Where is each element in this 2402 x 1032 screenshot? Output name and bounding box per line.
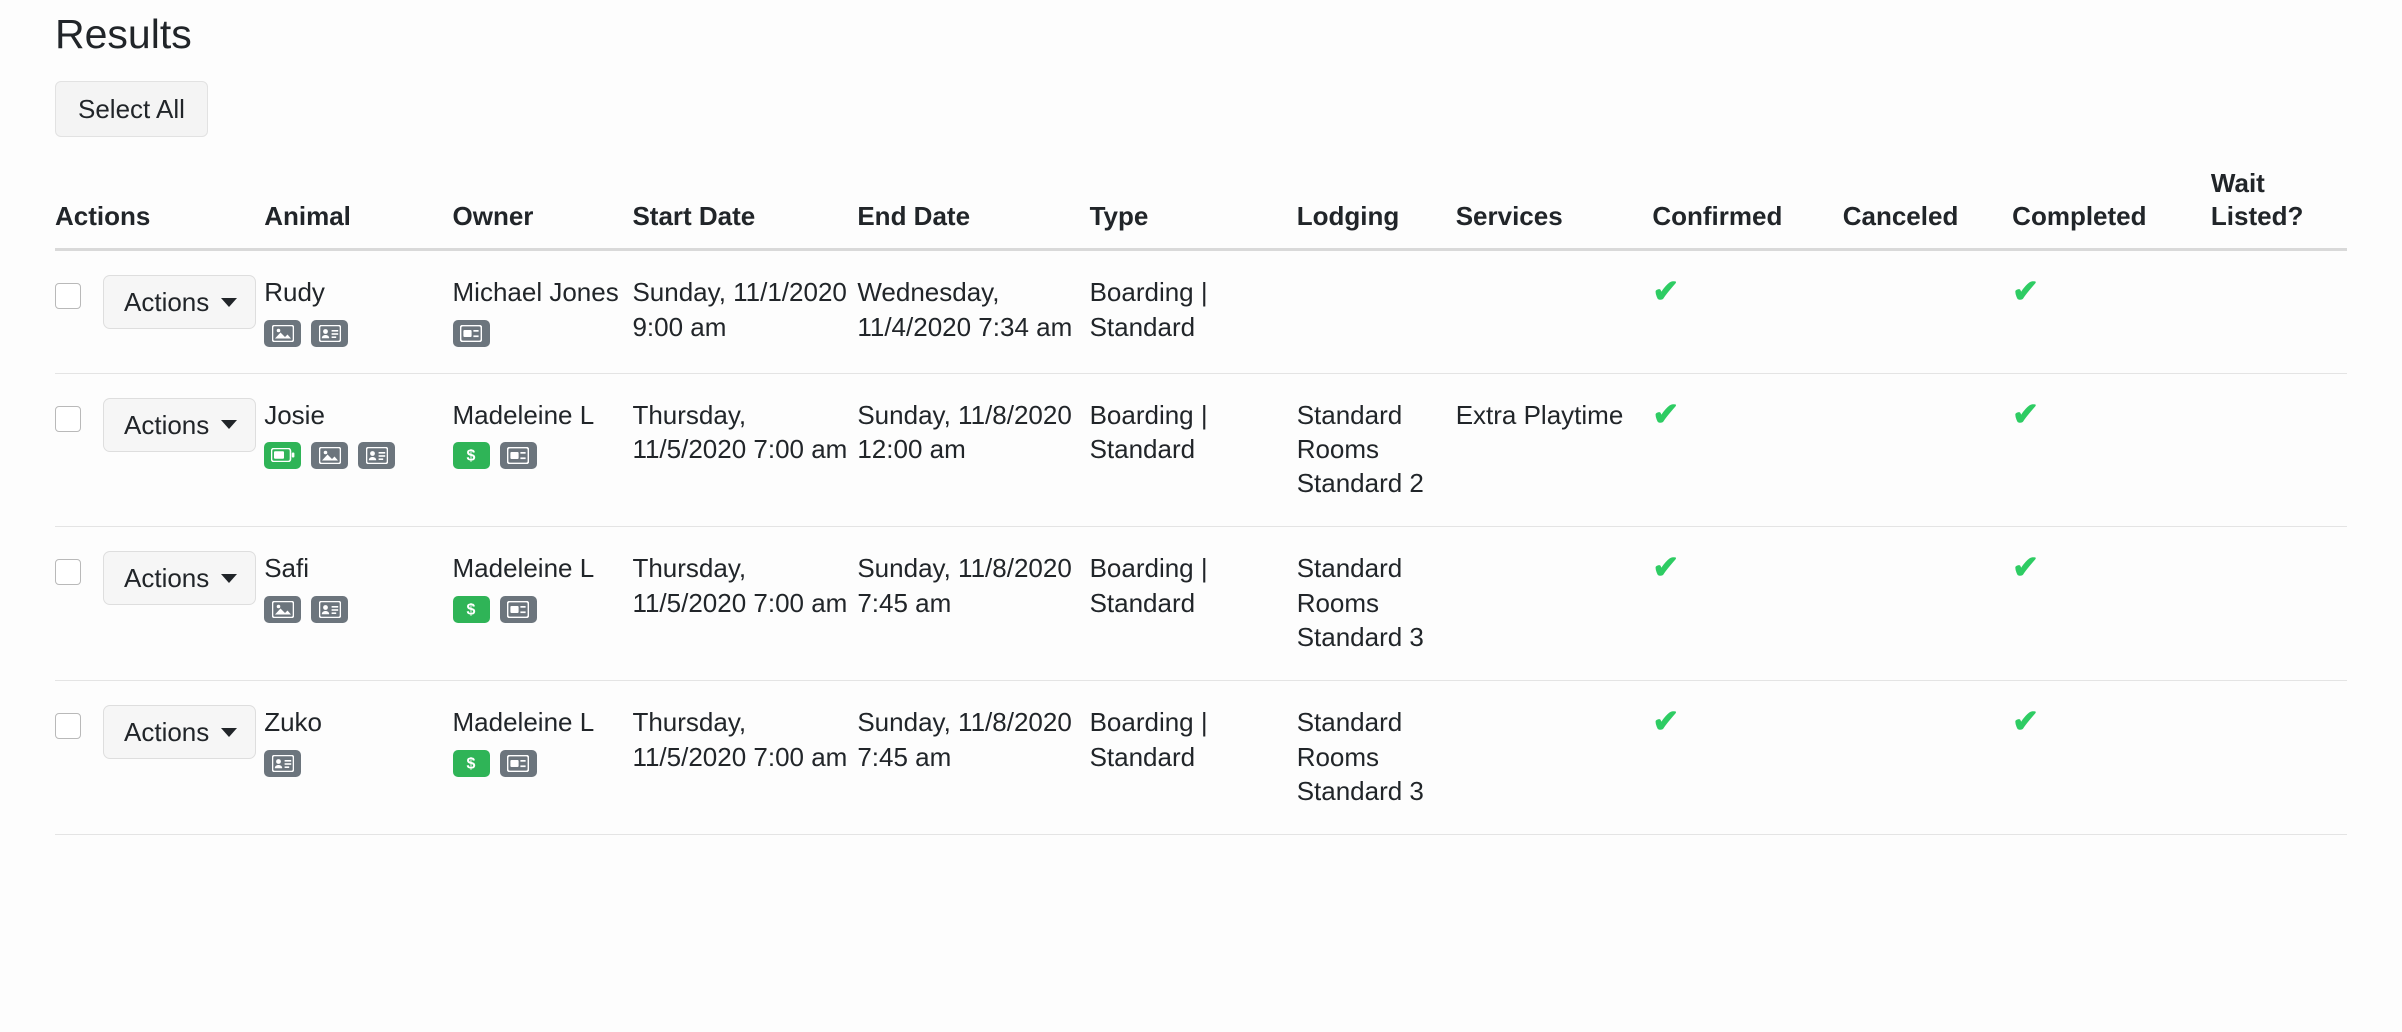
animal-name: Safi	[264, 553, 310, 584]
row-actions-button[interactable]	[103, 705, 256, 759]
table-row	[55, 250, 2347, 373]
actions-cell-content	[55, 398, 264, 452]
cell-confirmed	[1652, 527, 1842, 681]
cell-owner	[453, 527, 633, 681]
cell-canceled	[1843, 681, 2012, 835]
cell-completed	[2012, 250, 2211, 373]
column-header-actions: Actions	[55, 200, 151, 231]
cell-type: Boarding | Standard	[1089, 553, 1208, 618]
animal-name: Zuko	[264, 707, 323, 738]
table-row	[55, 527, 2347, 681]
id-card-icon[interactable]	[311, 596, 348, 623]
animal-badges	[264, 320, 414, 347]
cell-end-date: Wednesday, 11/4/2020 7:34 am	[857, 277, 1073, 342]
owner-name: Madeleine L	[452, 707, 595, 738]
dollar-icon[interactable]	[453, 442, 490, 469]
cell-confirmed	[1652, 681, 1842, 835]
row-actions-label: Actions	[124, 563, 210, 594]
row-actions-button[interactable]	[103, 551, 256, 605]
card-icon[interactable]	[500, 750, 537, 777]
row-select-checkbox[interactable]	[55, 713, 81, 739]
image-icon[interactable]	[311, 442, 348, 469]
cell-canceled	[1843, 373, 2012, 527]
cell-actions	[55, 527, 264, 681]
table-header	[55, 167, 2347, 250]
owner-badges	[453, 596, 603, 623]
column-header-animal: Animal	[264, 200, 351, 231]
id-card-icon[interactable]	[358, 442, 395, 469]
cell-confirmed	[1652, 373, 1842, 527]
card-icon[interactable]	[500, 596, 537, 623]
cell-services	[1456, 681, 1653, 835]
table-header-row	[55, 167, 2347, 250]
svg-text:$: $	[466, 447, 476, 465]
cell-completed	[2012, 681, 2211, 835]
cell-actions	[55, 250, 264, 373]
check-icon: ✔	[1652, 395, 1680, 432]
column-header-wait-listed: Wait Listed?	[2210, 168, 2304, 231]
table-row	[55, 373, 2347, 527]
cell-animal	[264, 373, 452, 527]
cell-lodging: Standard Rooms Standard 3	[1296, 553, 1424, 653]
column-header-completed: Completed	[2012, 200, 2147, 231]
row-actions-label: Actions	[124, 409, 210, 440]
owner-badges	[453, 320, 603, 347]
cell-animal	[264, 681, 452, 835]
select-all-button[interactable]: Select All	[55, 81, 208, 137]
results-table	[55, 167, 2347, 835]
cell-start-date: Thursday, 11/5/2020 7:00 am	[632, 553, 848, 618]
chevron-down-icon	[221, 420, 237, 429]
animal-badges	[264, 596, 414, 623]
cell-animal	[264, 527, 452, 681]
owner-badges	[453, 442, 603, 469]
check-icon: ✔	[1652, 273, 1680, 310]
check-icon: ✔	[2012, 395, 2039, 432]
actions-cell-content	[55, 705, 264, 759]
cell-type: Boarding | Standard	[1089, 707, 1208, 772]
cell-animal	[264, 250, 452, 373]
cell-owner	[453, 373, 633, 527]
check-icon: ✔	[2012, 549, 2039, 586]
owner-name: Michael Jones	[452, 277, 619, 308]
chevron-down-icon	[221, 728, 237, 737]
cell-completed	[2012, 373, 2211, 527]
image-icon[interactable]	[264, 320, 301, 347]
column-header-owner: Owner	[452, 200, 534, 231]
check-icon: ✔	[2012, 273, 2039, 310]
cell-actions	[55, 681, 264, 835]
cell-start-date: Thursday, 11/5/2020 7:00 am	[632, 707, 848, 772]
cell-services	[1456, 250, 1653, 373]
owner-name: Madeleine L	[452, 553, 595, 584]
battery-icon[interactable]	[264, 442, 301, 469]
id-card-icon[interactable]	[311, 320, 348, 347]
check-icon: ✔	[1652, 549, 1680, 586]
dollar-icon[interactable]	[453, 596, 490, 623]
animal-badges	[264, 750, 414, 777]
cell-owner	[453, 681, 633, 835]
row-actions-button[interactable]	[103, 398, 256, 452]
chevron-down-icon	[221, 574, 237, 583]
row-actions-button[interactable]	[103, 275, 256, 329]
column-header-end-date: End Date	[857, 200, 971, 231]
image-icon[interactable]	[264, 596, 301, 623]
animal-name: Rudy	[264, 277, 325, 308]
check-icon: ✔	[1652, 703, 1680, 740]
animal-name: Josie	[264, 399, 325, 430]
column-header-lodging: Lodging	[1296, 200, 1400, 231]
row-actions-label: Actions	[124, 287, 210, 318]
cell-services	[1456, 527, 1653, 681]
animal-badges	[264, 442, 414, 469]
cell-confirmed	[1652, 250, 1842, 373]
row-select-checkbox[interactable]	[55, 406, 81, 432]
cell-lodging	[1297, 250, 1456, 373]
cell-owner	[453, 250, 633, 373]
cell-end-date: Sunday, 11/8/2020 7:45 am	[857, 707, 1072, 772]
cell-canceled	[1843, 527, 2012, 681]
cell-wait-listed	[2211, 373, 2347, 527]
dollar-icon[interactable]	[453, 750, 490, 777]
cell-end-date: Sunday, 11/8/2020 12:00 am	[857, 399, 1072, 464]
cell-type: Boarding | Standard	[1089, 399, 1208, 464]
svg-text:$: $	[466, 755, 476, 773]
owner-name: Madeleine L	[452, 399, 595, 430]
cell-end-date: Sunday, 11/8/2020 7:45 am	[857, 553, 1072, 618]
column-header-services: Services	[1455, 200, 1563, 231]
column-header-canceled: Canceled	[1842, 200, 1959, 231]
card-icon[interactable]	[500, 442, 537, 469]
id-card-icon[interactable]	[264, 750, 301, 777]
check-icon: ✔	[2012, 703, 2039, 740]
cell-start-date: Thursday, 11/5/2020 7:00 am	[632, 399, 848, 464]
card-icon[interactable]	[453, 320, 490, 347]
table-row	[55, 681, 2347, 835]
cell-lodging: Standard Rooms Standard 2	[1296, 399, 1424, 499]
column-header-type: Type	[1089, 200, 1149, 231]
actions-cell-content	[55, 551, 264, 605]
cell-services: Extra Playtime	[1455, 399, 1624, 430]
chevron-down-icon	[221, 298, 237, 307]
cell-wait-listed	[2211, 250, 2347, 373]
cell-wait-listed	[2211, 527, 2347, 681]
column-header-confirmed: Confirmed	[1652, 200, 1783, 231]
row-select-checkbox[interactable]	[55, 283, 81, 309]
row-actions-label: Actions	[124, 717, 210, 748]
row-select-checkbox[interactable]	[55, 559, 81, 585]
svg-text:$: $	[466, 601, 476, 619]
cell-start-date: Sunday, 11/1/2020 9:00 am	[632, 277, 847, 342]
cell-lodging: Standard Rooms Standard 3	[1296, 707, 1424, 806]
owner-badges	[453, 750, 603, 777]
cell-actions	[55, 373, 264, 527]
column-header-start-date: Start Date	[632, 200, 756, 231]
actions-cell-content	[55, 275, 264, 329]
cell-type: Boarding | Standard	[1089, 277, 1208, 342]
page-title: Results	[55, 11, 192, 57]
cell-completed	[2012, 527, 2211, 681]
cell-canceled	[1843, 250, 2012, 373]
table-body	[55, 250, 2347, 835]
cell-wait-listed	[2211, 681, 2347, 835]
